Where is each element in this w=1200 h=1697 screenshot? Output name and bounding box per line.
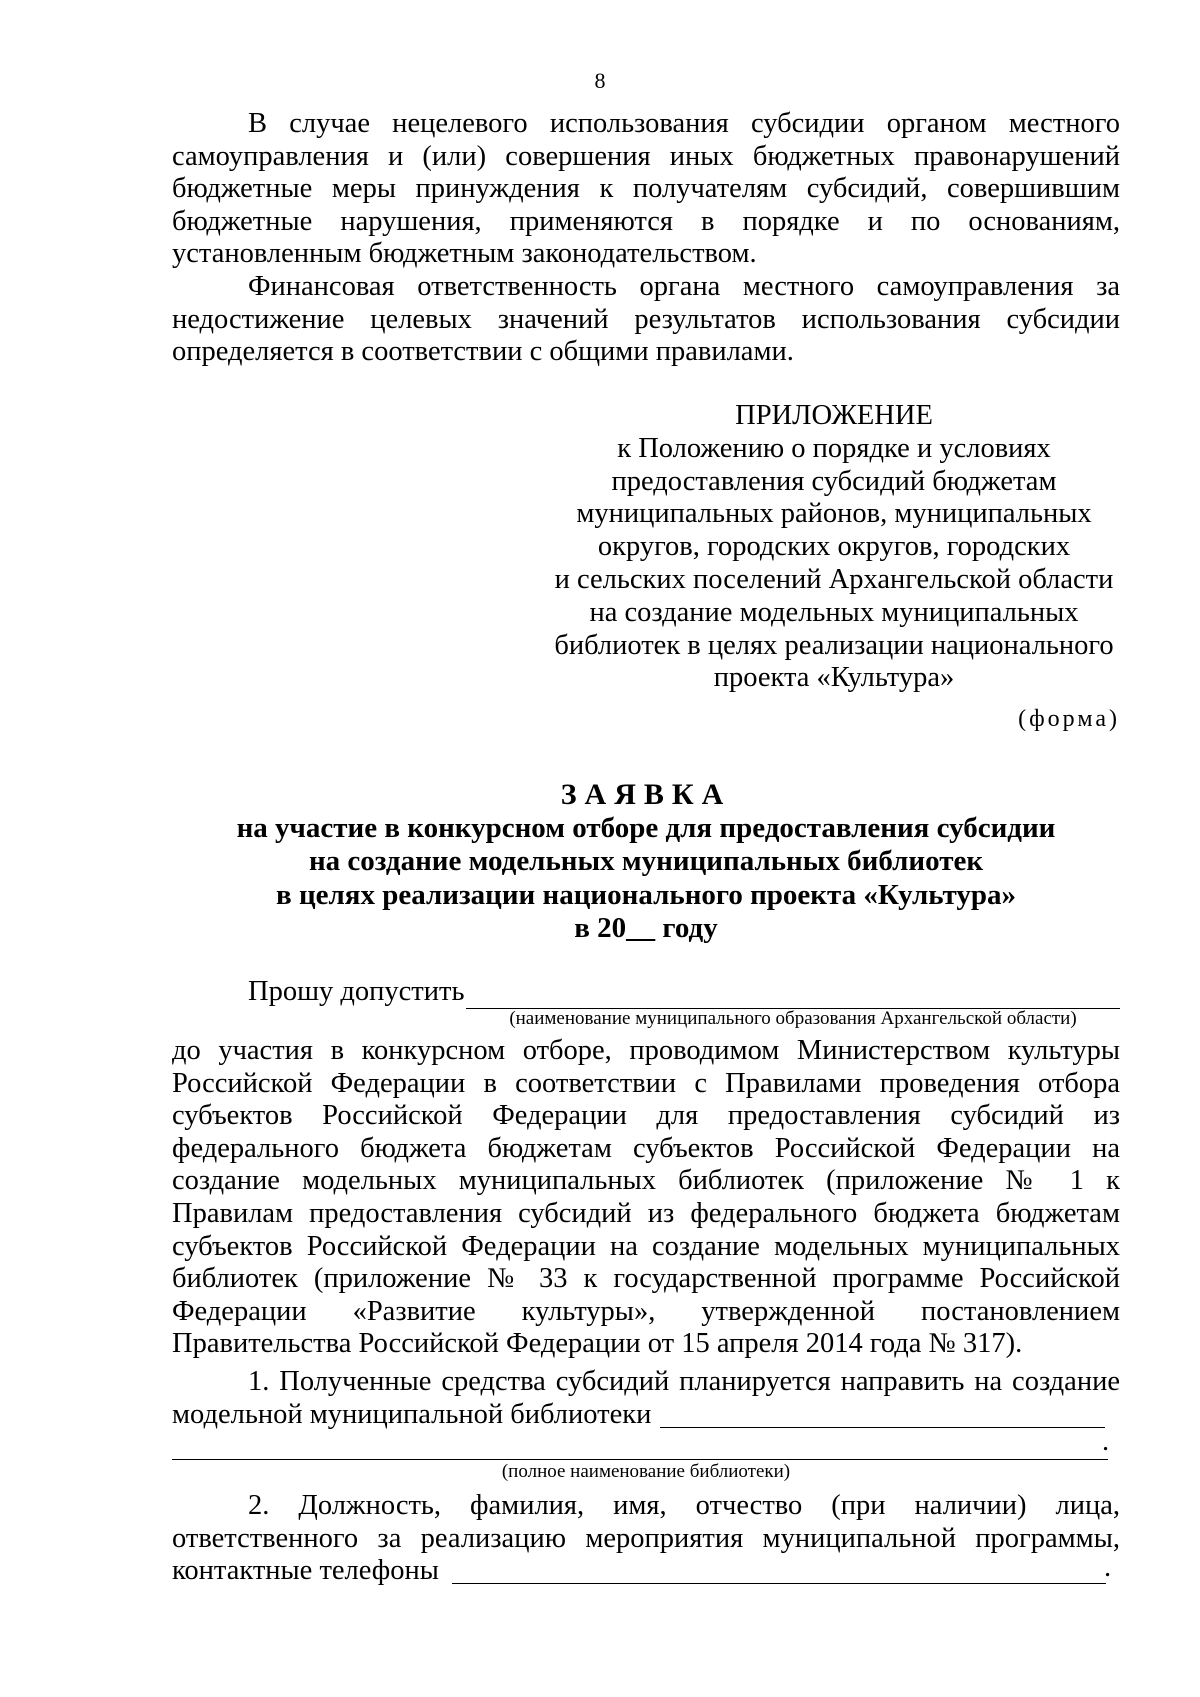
form-label: (форма) xyxy=(1018,706,1120,732)
item-2-end-mark: . xyxy=(1104,1552,1112,1583)
appendix-line: округов, городских округов, городских xyxy=(597,531,1071,563)
appendix-line: библиотек в целях реализации национального xyxy=(554,629,1114,661)
item-1-line-2: модельной муниципальной библиотеки xyxy=(172,1398,652,1430)
request-lead-row xyxy=(172,976,1120,1009)
contacts-blank-line[interactable] xyxy=(452,1583,1106,1584)
appendix-heading: ПРИЛОЖЕНИЕ xyxy=(735,400,933,431)
intro-section xyxy=(172,108,1120,369)
title-line: в 20__ году xyxy=(574,912,718,944)
item-1-line-1: 1. Полученные средства субсидий планируется направить на создание xyxy=(248,1366,1120,1397)
library-caption: (полное наименование библиотеки) xyxy=(501,1461,791,1482)
appendix-line: предоставления субсидий бюджетам xyxy=(611,465,1057,497)
request-body-text: до участия в конкурсном отборе, проводимом Министерством культуры Российской Федерации в соответствии с Правилами проведения отбора субъектов Российской Федерации для предоставления субсидий из федерального бюджета бюджетам субъектов Российской Федерации на создание модельных муниципальных библиотек (приложение № 1 к Правилам предоставления субсидий из федерального бюджета бюджетам субъектов Российской Федерации на создание модельных муниципальных библиотек (приложение № 33 к государственной программе Российской Федерации «Развитие культуры», утвержденной постановлением Правительства Российской Федерации от 15 апреля 2014 года № 317). xyxy=(172,1035,1120,1360)
item-2 xyxy=(172,1490,1120,1588)
item-2-text: 2. Должность, фамилия, имя, отчество (при наличии) лица, ответственного за реализацию мероприятия муниципальной программы, xyxy=(172,1490,1120,1554)
appendix-line: проекта «Культура» xyxy=(713,662,955,694)
item-2-last-line: контактные телефоны xyxy=(172,1555,439,1587)
request-lead: Прошу допустить xyxy=(248,976,465,1007)
paragraph-financial-responsibility: Финансовая ответственность органа местного самоуправления за недостижение целевых значений результатов использования субсидии определяется в соответствии с общими правилами. xyxy=(172,270,1120,368)
page-number: 8 xyxy=(594,68,606,93)
title-line: в целях реализации национального проекта «Культура» xyxy=(276,878,1016,911)
appendix-line: и сельских поселений Архангельской области xyxy=(554,563,1114,595)
application-title xyxy=(172,778,1120,946)
request-body xyxy=(172,1035,1120,1361)
appendix-line: к Положению о порядке и условиях xyxy=(617,432,1051,464)
title-line: на участие в конкурсном отборе для предоставления субсидии xyxy=(236,811,1056,844)
library-blank-line-1[interactable] xyxy=(660,1427,1105,1428)
appendix-line: муниципальных районов, муниципальных xyxy=(576,498,1092,530)
item-1 xyxy=(172,1366,1120,1431)
appendix-block xyxy=(546,400,1122,695)
appendix-line: на создание модельных муниципальных xyxy=(589,596,1079,628)
library-blank-line-2[interactable] xyxy=(172,1459,1108,1460)
item-1-end-mark: . xyxy=(1102,1426,1110,1457)
title-line: на создание модельных муниципальных библиотек xyxy=(308,845,984,877)
municipality-caption: (наименование муниципального образования Архангельской области) xyxy=(509,1008,1077,1029)
paragraph-budget-violations: В случае нецелевого использования субсидии органом местного самоуправления и (или) совершения иных бюджетных правонарушений бюджетные меры принуждения к получателям субсидий, совершившим бюджетные нарушения, применяются в порядке и по основаниям, установленным бюджетным законодательством. xyxy=(172,108,1120,270)
title-word: ЗАЯВКА xyxy=(560,778,732,811)
